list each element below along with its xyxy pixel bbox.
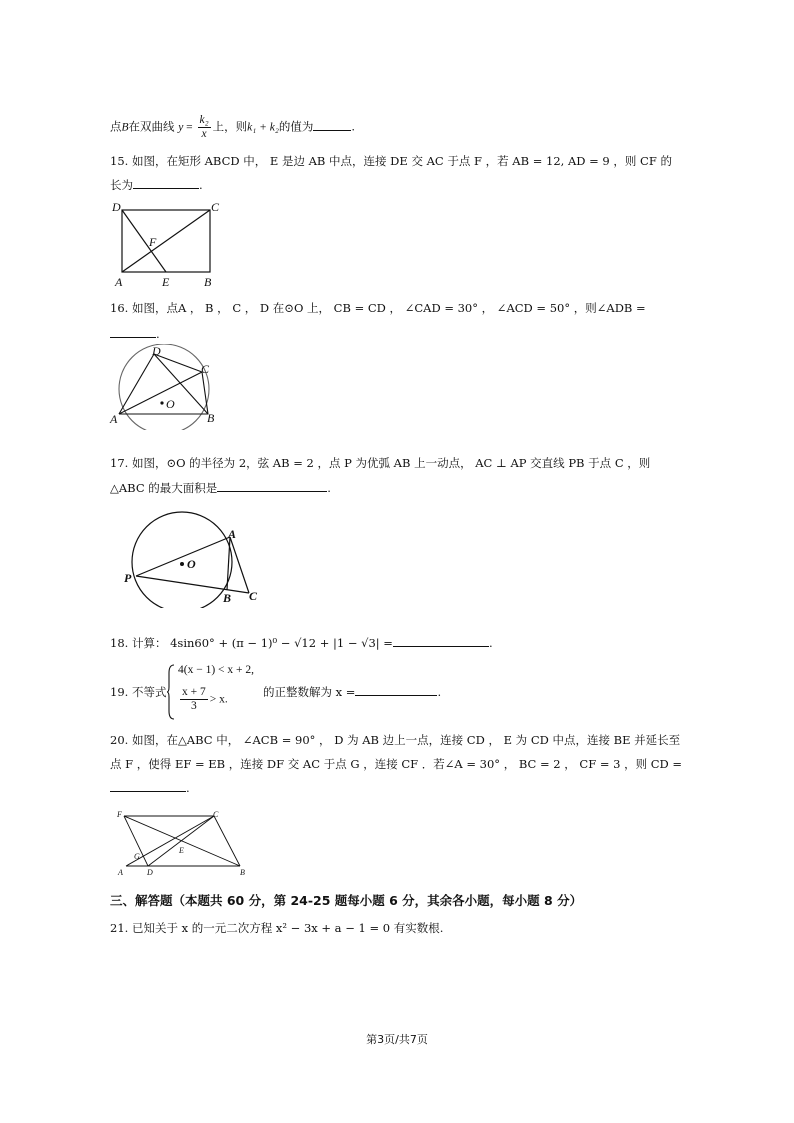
q14-tail <box>110 114 355 141</box>
page-footer: 第3页/共7页 <box>366 1033 428 1046</box>
q19-suffix: 的正整数解为 x = <box>263 685 356 699</box>
label-o: O <box>187 557 196 571</box>
q18-end: . <box>488 636 493 650</box>
q17-question: 17. 如图，⊙O 的半径为 2，弦 AB = 2 ，点 P 为优弧 AB 上一动点， AC ⊥ AP 交直线 PB 于点 C ，则 <box>110 456 651 470</box>
label-d: D <box>152 344 161 358</box>
q15-question: 15. 如图，在矩形 ABCD 中， E 是边 AB 中点，连接 DE 交 AC 于点 F ，若 AB = 12, AD = 9 ，则 CF 的 <box>110 154 672 168</box>
q20-line1: 20. 如图，在△ABC 中， ∠ACB = 90° ， D 为 AB 边上一点，连接 CD ， E 为 CD 中点，连接 BE 并延长至 <box>110 733 681 747</box>
label-a: A <box>115 275 123 289</box>
label-b: B <box>240 868 245 877</box>
segment-de <box>122 210 166 272</box>
q19-row2 <box>178 686 228 713</box>
q14-fraction <box>198 114 211 141</box>
q14-text1: 在双曲线 <box>128 119 175 134</box>
q18-answer-blank <box>393 635 489 647</box>
label-p: P <box>124 571 132 585</box>
q14-y: y <box>178 121 184 134</box>
q20-line3 <box>110 780 190 796</box>
q14-fraction-num: k₂ <box>199 114 209 126</box>
center-dot <box>180 562 184 566</box>
q14-text2: 上，则 <box>212 119 248 134</box>
q15-answer-blank <box>133 177 199 189</box>
label-e: E <box>179 846 184 855</box>
label-c: C <box>211 200 220 214</box>
label-b: B <box>207 411 215 425</box>
q20-line2: 点 F ，使得 EF = EB ，连接 DF 交 AC 于点 G ，连接 CF ．若∠A = 30° ， BC = 2 ， CF = 3 ，则 CD = <box>110 757 683 771</box>
q18-question: 18. 计算： 4sin60° + (π − 1)⁰ − √12 + |1 − √3| = <box>110 636 393 650</box>
q19-end: . <box>437 685 442 699</box>
section-3-heading: 三、解答题（本题共 60 分，第 24-25 题每小题 6 分，其余各小题，每小题 8 分） <box>110 893 583 908</box>
q19-row2-tail: > x. <box>209 693 228 706</box>
q17-line2-text: △ABC 的最大面积是 <box>110 481 218 495</box>
label-f: F <box>117 810 122 819</box>
q14-answer-blank <box>313 119 351 131</box>
label-f: F <box>149 235 157 249</box>
q19-fraction-den: 3 <box>191 700 197 712</box>
label-a: A <box>110 412 118 426</box>
q14-expr: k₁ + k₂ <box>247 121 279 134</box>
label-a: A <box>118 868 123 877</box>
q14-eq: = <box>183 121 196 134</box>
segment-cb <box>214 816 240 866</box>
q15-end: . <box>199 178 203 192</box>
q20-triangle-figure <box>112 808 254 878</box>
q16-line2 <box>110 326 160 342</box>
diagonal-ac <box>122 210 210 272</box>
q14-fraction-den: x <box>201 128 207 140</box>
q21-question: 21. 已知关于 x 的一元二次方程 x² − 3x + a − 1 = 0 有实数根. <box>110 921 444 935</box>
label-e: E <box>162 275 170 289</box>
q17-circle-figure <box>122 510 272 608</box>
q15-line2 <box>110 177 203 193</box>
q14-prefix: 点 <box>110 119 122 134</box>
label-d: D <box>147 868 153 877</box>
q16-end: . <box>156 327 160 341</box>
q14-text3: 的值为 <box>278 119 314 134</box>
circle-o <box>119 344 209 430</box>
q19-brace <box>166 663 176 721</box>
q16-circle-figure <box>108 344 220 430</box>
label-g: G <box>134 852 140 861</box>
q15-line2-text: 长为 <box>110 178 133 192</box>
segment-fb <box>124 816 240 866</box>
label-c: C <box>249 589 258 603</box>
q19-answer-blank <box>355 684 437 696</box>
q20-answer-blank <box>110 780 186 792</box>
q19-prefix: 19. 不等式 <box>110 685 167 699</box>
label-b: B <box>223 591 232 605</box>
circle-o <box>132 512 232 608</box>
q16-question: 16. 如图，点A ， B ， C ， D 在⊙O 上， CB = CD ， ∠CAD = 30° ， ∠ACD = 50° ，则∠ADB = <box>110 301 646 315</box>
q14-end: . <box>351 119 356 134</box>
line-pc <box>136 576 249 593</box>
label-c: C <box>201 362 210 376</box>
q14-point: B <box>121 121 129 134</box>
q15-rectangle-figure <box>108 198 228 290</box>
q18-line <box>110 635 493 651</box>
label-d: D <box>112 200 121 214</box>
q19-suffix-line <box>263 684 441 700</box>
q17-line2 <box>110 480 331 496</box>
label-b: B <box>204 275 212 289</box>
q19-fraction-num: x + 7 <box>182 686 206 698</box>
q20-end: . <box>186 781 190 795</box>
q17-answer-blank <box>217 480 327 492</box>
segment-ac <box>230 537 249 593</box>
q17-end: . <box>327 481 331 495</box>
label-a: A <box>228 527 237 541</box>
q19-fraction <box>180 686 208 713</box>
label-o: O <box>166 397 175 411</box>
q19-row1: 4(x − 1) < x + 2, <box>178 664 254 676</box>
center-dot <box>160 401 163 404</box>
segment-db <box>154 354 208 414</box>
segment-pa <box>136 537 230 576</box>
label-c: C <box>213 810 219 819</box>
q16-answer-blank <box>110 326 156 338</box>
